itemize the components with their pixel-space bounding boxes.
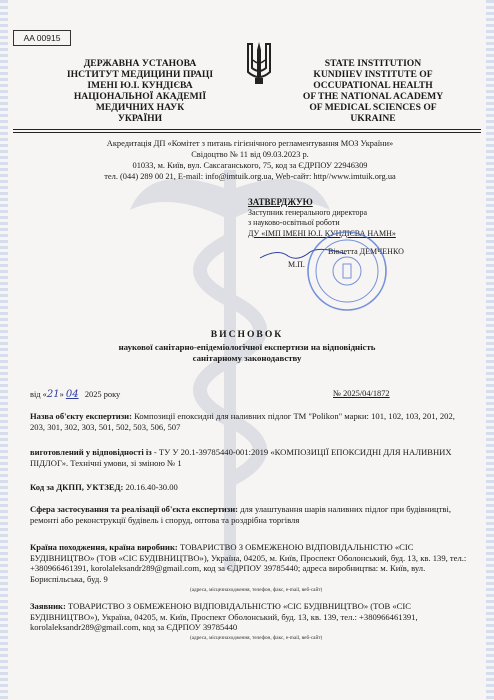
header-left-line: ІНСТИТУТ МЕДИЦИНИ ПРАЦІ — [66, 69, 214, 80]
approval-signer: Віолетта ДЕМЧЕНКО — [328, 247, 404, 256]
header-left-line: УКРАЇНИ — [117, 113, 163, 124]
field-label: Код за ДКПП, УКТЗЕД: — [30, 482, 124, 492]
header-right-line: UKRAINE — [350, 113, 396, 124]
code-field — [30, 482, 470, 493]
header-ukrainian — [55, 58, 225, 124]
field-value: - ТУ У 20.1-39785440-001:2019 «КОМПОЗИЦІЇ ЕПОКСИДНІ ДЛЯ НАЛИВНИХ ПІДЛОГ». Технічні умови, зі зміною № 1 — [30, 447, 452, 468]
header-right-line: STATE INSTITUTION — [324, 58, 422, 69]
header-divider — [13, 132, 481, 133]
approval-title: ЗАТВЕРДЖУЮ — [248, 197, 313, 207]
accreditation-line: Акредитація ДП «Комітет з питань гігієнічного регламентування МОЗ України» — [106, 139, 394, 148]
date-prefix: від — [30, 390, 41, 399]
country-note: (адреса, місцезнаходження, телефон, факс, e-mail, веб-сайт) — [190, 587, 323, 593]
field-value: для улаштування шарів наливних підлог при будівництві, ремонті або реконструкції будівель і споруд, оптова та роздрібна торгівля — [30, 504, 452, 525]
field-label: Країна походження, країна виробник: — [30, 542, 178, 552]
scope-field — [30, 504, 470, 525]
field-label: Сфера застосування та реалізації об'єкта експертизи: — [30, 504, 239, 514]
header-right-line: KUNDIIEV INSTITUTE OF — [313, 69, 433, 80]
date-month: 04 — [65, 389, 79, 400]
approval-line: з науково-освітньої роботи — [248, 218, 340, 227]
serial-number: AA 00915 — [13, 30, 71, 46]
header-divider — [13, 129, 481, 130]
document-subtitle: наукової санітарно-епідеміологічної експертизи на відповідність — [118, 342, 376, 352]
country-field — [30, 542, 470, 584]
field-label: Назва об'єкту експертизи: — [30, 411, 132, 421]
date-day: 21 — [46, 389, 60, 400]
official-stamp-image — [306, 230, 388, 312]
date-year: 2025 року — [84, 390, 121, 399]
header-left-line: МЕДИЧНИХ НАУК — [95, 102, 185, 113]
field-label: Заявник: — [30, 601, 66, 611]
applicant-note: (адреса, місцезнаходження, телефон, факс, e-mail, веб-сайт) — [190, 635, 323, 641]
field-value: ТОВАРИСТВО З ОБМЕЖЕНОЮ ВІДПОВІДАЛЬНІСТЮ «СІС БУДІВНИЦТВО» (ТОВ «СІС БУДІВНИЦТВО»), Україна, 04205, м. Київ, Проспект Оболонський, буд. 13, кв. 139, тел.: +380966461391, korolaleksandr289@gmail.com, код за ЄДРПОУ 39785440; адреса виробництва: м. Київ, вул. Бориспільська, буд. 9 — [30, 542, 467, 584]
document-subtitle: санітарному законодавству — [192, 353, 302, 363]
document-number — [333, 389, 390, 398]
approval-mp: М.П. — [288, 259, 305, 269]
header-right-line: OF MEDICAL SCIENCES OF — [309, 102, 437, 113]
header-english — [288, 58, 458, 124]
specification-field — [30, 447, 470, 468]
field-value: ТОВАРИСТВО З ОБМЕЖЕНОЮ ВІДПОВІДАЛЬНІСТЮ «СІС БУДІВНИЦТВО» (ТОВ «СІС БУДІВНИЦТВО»), Україна, 04205, м. Київ, Проспект Оболонський, буд. 13, кв. 139, тел.: +380966461391, korolaleksandr289@gmail.com, код за ЄДРПОУ 39785440 — [30, 601, 418, 633]
accreditation-block — [40, 138, 460, 182]
field-value: 20.16.40-30.00 — [125, 482, 178, 492]
header-right-line: OF THE NATIONAL ACADEMY — [302, 91, 444, 102]
issue-date: від «21» 04 2025 року — [30, 389, 121, 400]
approval-line: ДУ «ІМП ІМЕНІ Ю.І. КУНДІЄВА НАМН» — [248, 228, 396, 238]
approval-line: Заступник генерального директора — [248, 207, 368, 217]
header-left-line: ІМЕНІ Ю.І. КУНДІЄВА — [87, 80, 193, 91]
field-label: виготовлений у відповідності із — [30, 447, 152, 457]
trident-emblem-icon — [244, 40, 274, 86]
document-number-value: № 2025/04/1872 — [333, 389, 390, 398]
accreditation-line: Свідоцтво № 11 від 09.03.2023 р. — [191, 150, 309, 159]
object-field — [30, 411, 470, 432]
header-left-line: НАЦІОНАЛЬНОЇ АКАДЕМІЇ — [73, 91, 207, 102]
header-right-line: OCCUPATIONAL HEALTH — [313, 80, 433, 91]
applicant-field — [30, 601, 470, 633]
document-title: ВИСНОВОК — [210, 329, 284, 340]
accreditation-line: 01033, м. Київ, вул. Саксаганського, 75, код за ЄДРПОУ 22946309 — [132, 161, 368, 170]
header-left-line: ДЕРЖАВНА УСТАНОВА — [83, 58, 197, 69]
field-value: Композиції епоксидні для наливних підлог ТМ "Polikon" марки: 101, 102, 103, 201, 202, 203, 301, 302, 303, 501, 502, 503, 506, 507 — [30, 411, 455, 432]
accreditation-line: тел. (044) 289 00 21, E-mail: info@imtuik.org.ua, Web-сайт: http//www.imtuik.org.ua — [104, 172, 396, 181]
